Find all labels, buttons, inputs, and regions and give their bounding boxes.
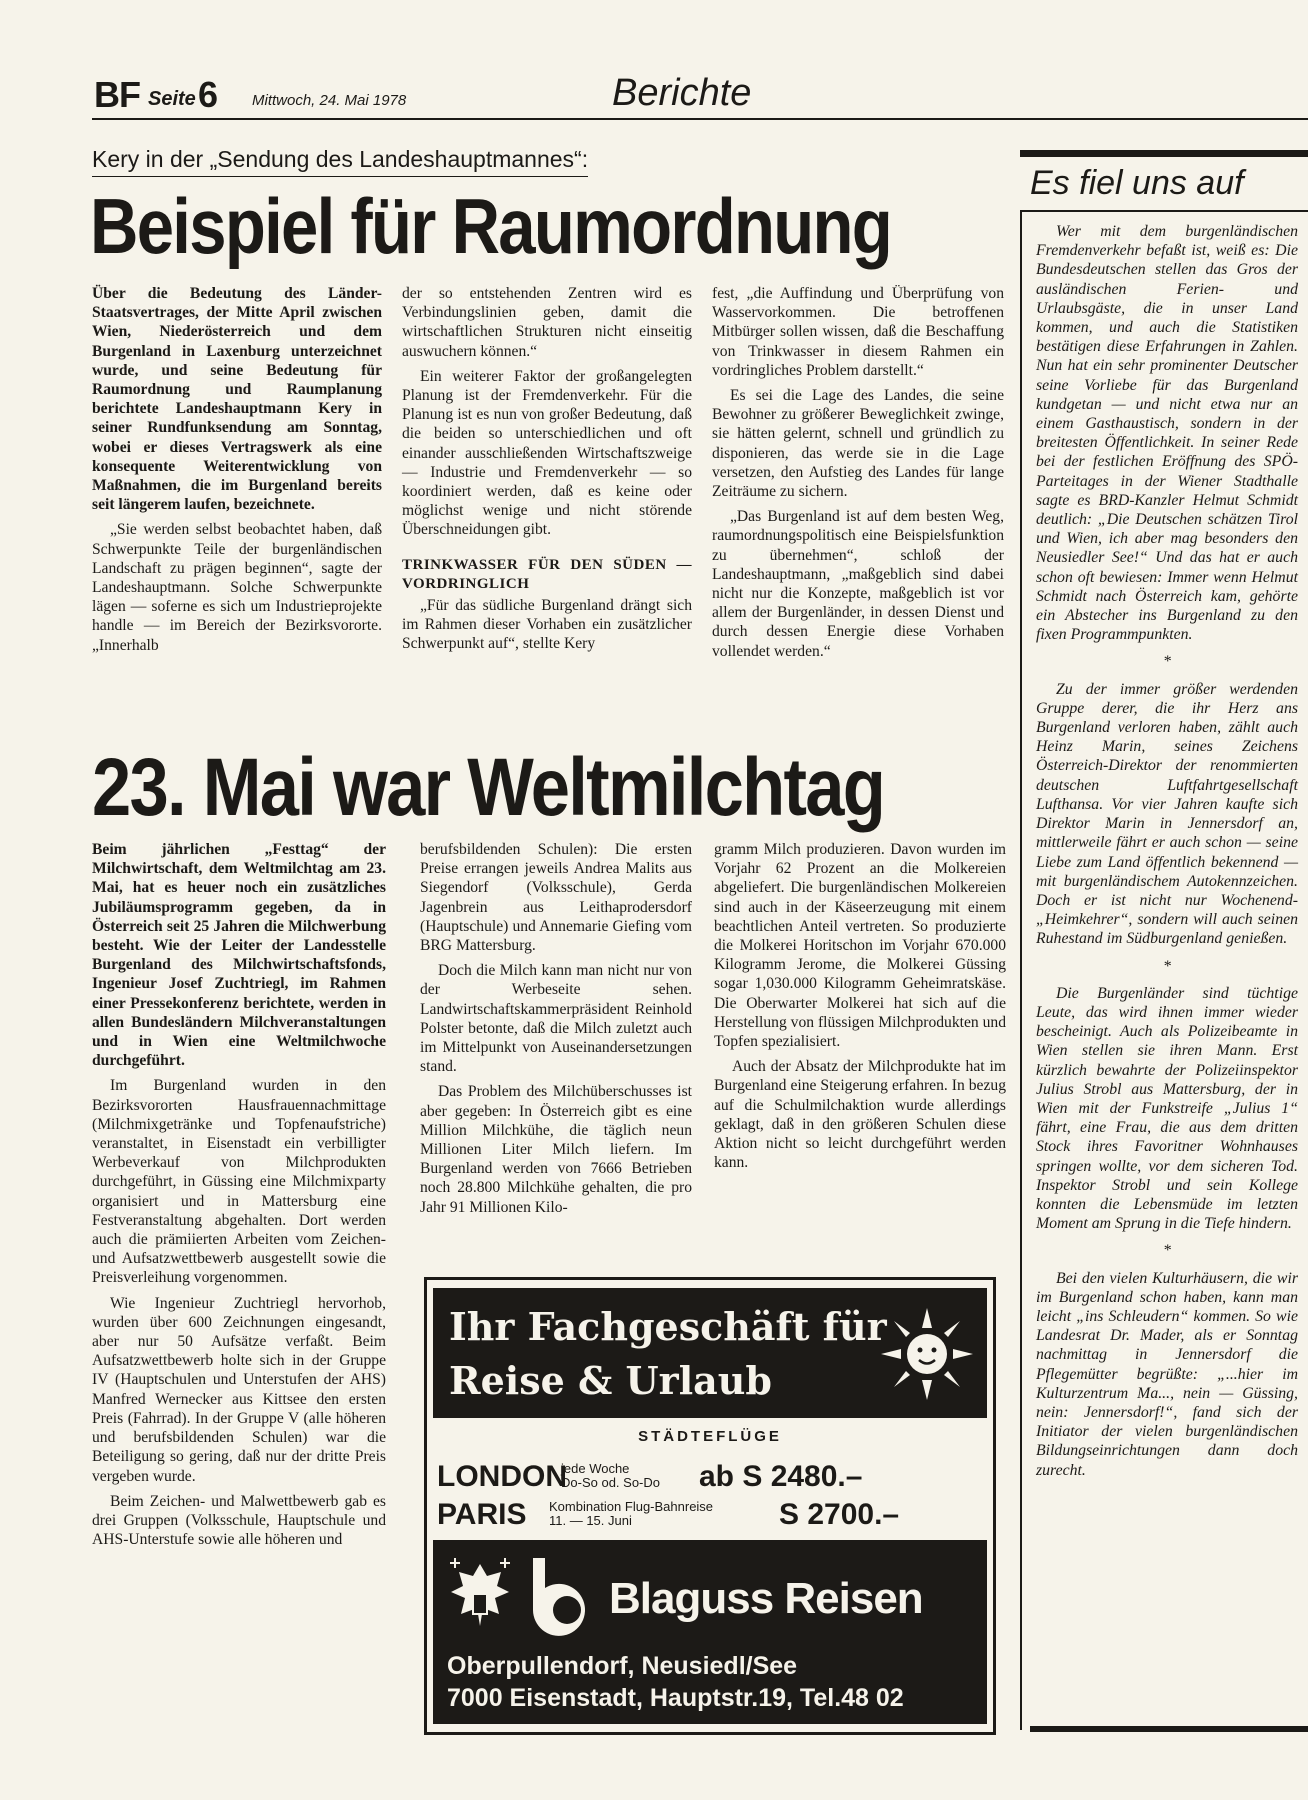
- ad-headline-line-1: Ihr Fachgeschäft für: [449, 1304, 887, 1349]
- article1-paragraph: Ein weiterer Faktor der großangelegten Planung ist der Fremdenverkehr. Für die Planung ist es nun von großer Bedeutung, daß die beiden so unterschiedlichen und oft einander ausschließenden Wirtschaftszweige — Industrie und Fremdenverkehr — so koordiniert werden, daß es keine oder möglichst wenige und nicht störende Überschneidungen gibt.: [402, 367, 692, 539]
- page-number: 6: [198, 74, 219, 115]
- article2-paragraph: gramm Milch produzieren. Davon wurden im Vorjahr 62 Prozent an die Molkereien abgeliefert. Die burgenländischen Molkereien sind auch in der Käseerzeugung mit einem beachtlichen Anteil vertreten. So produzierte die Molkerei Horitschon im Vorjahr 670.000 Kilogramm Jerome, die Molkerei Güssing sogar 1,030.000 Kilogramm Geheimratskäse. Die Oberwarter Molkerei hat sich auf die Herstellung von flüssigen Milchprodukten und Topfen spezialisiert.: [714, 841, 1006, 1051]
- ad-offer-paris: [437, 1498, 983, 1538]
- ad-offer-note: Kombination Flug-Bahnreise 11. — 15. Juni: [549, 1499, 714, 1528]
- article2-paragraph: Beim Zeichen- und Malwettbewerb gab es drei Gruppen (Volksschule, Hauptschule und AHS-Unterstufe sowie alle höheren und: [92, 1492, 386, 1549]
- article1-headline: Beispiel für Raumordnung: [90, 182, 891, 270]
- article2-paragraph: Auch der Absatz der Milchprodukte hat im Burgenland eine Steigerung erfahren. In bezug auf die Schulmilchaktion wurde allerdings geklagt, daß in den größeren Schulen diese Aktion nicht so leicht durchgeführt werden kann.: [714, 1058, 1006, 1172]
- article2-headline: 23. Mai war Weltmilchtag: [92, 742, 885, 833]
- article1-paragraph: „Das Burgenland ist auf dem besten Weg, raumordnungspolitisch eine Beispielsfunktion zu übernehmen“, schloß der Landeshauptmann, „maßgeblich sind dabei nicht nur die Konzepte, maßgeblich ist vor allem der Burgenländer, in dessen Dienst und durch dessen Energie diese Vorhaben vollendet werden.“: [712, 508, 1004, 660]
- article1-column-3: [712, 284, 1004, 667]
- sidebar-bottom-rule: [1030, 1726, 1308, 1732]
- sidebar-title: Es fiel uns auf: [1030, 164, 1244, 202]
- article2-paragraph: berufsbildenden Schulen): Die ersten Preise errangen jeweils Andrea Malits aus Siegendorf (Volksschule), Gerda Jagenbrein aus Leithaprodersdorf (Hauptschule) und Annemarie Giefing vom BRG Mattersburg.: [420, 841, 692, 955]
- article2-column-3: [714, 840, 1006, 1178]
- article2-lead: Beim jährlichen „Festtag“ der Milchwirtschaft, dem Weltmilchtag am 23. Mai, hat es heuer noch ein zusätzliches Jubiläumsprogramm gegeben, da in Österreich seit 25 Jahren die Milchwerbung besteht. Wie der Leiter der Landesstelle Burgenland des Milchwirtschaftsfonds, Ingenieur Josef Zuchtriegl, im Rahmen einer Pressekonferenz berichtete, werden in allen Bundesländern Milchveranstaltungen und in Wien eine Weltmilchwoche durchgeführt.: [92, 841, 386, 1070]
- section-title: Berichte: [612, 72, 752, 114]
- article1-column-1: [92, 284, 382, 661]
- article1-paragraph: Es sei die Lage des Landes, die seine Bewohner zu größerer Beweglichkeit zwinge, sie hätten gelernt, schnell und gründlich zu disponieren, das werde sie in die Lage versetzen, den Aufstieg des Landes für lange Zeiträume zu sichern.: [712, 387, 1004, 501]
- ad-offer-city: PARIS: [437, 1498, 527, 1531]
- article2-paragraph: Das Problem des Milchüberschusses ist aber gegeben: In Österreich gibt es eine Million Milchkühe, die täglich neun Millionen Liter Milch liefern. Im Burgenland werden von 7666 Betrieben noch 28.800 Milchkühe gehalten, die pro Jahr 91 Millionen Kilo-: [420, 1083, 692, 1216]
- ad-headline-line-2: Reise & Urlaub: [449, 1358, 772, 1403]
- page-label: Seite: [148, 88, 196, 110]
- article2-column-1: [92, 840, 386, 1555]
- sidebar-paragraph: Wer mit dem burgenländischen Fremdenverkehr befaßt ist, weiß es: Die Bundesdeutschen stellen das Gros der ausländischen Ferien- und Urlaubsgäste, die in unser Land kommen, und auch die Statistiken bestätigen diese Erfahrungen in Zahlen. Nun hat ein sehr prominenter Deutscher seine Vorliebe für das Burgenland kundgetan — und nicht etwa nur an einem Gasthaustisch, sondern in der breitesten Öffentlichkeit. In seiner Rede bei der festlichen Eröffnung des SPÖ-Parteitages in der Wiener Stadthalle sagte es BRD-Kanzler Helmut Schmidt deutlich: „Die Deutschen schätzen Tirol und Wien, ich aber mag besonders den Neusiedler See!“ Und das hat er auch schon oft bewiesen: Immer wenn Helmut Schmidt nach Österreich kam, gehörte ein Abstecher ins Burgenland zu den fixen Programmpunkten.: [1036, 223, 1298, 644]
- article2-column-2: [420, 840, 692, 1223]
- article1-subhead: TRINKWASSER FÜR DEN SÜDEN — VORDRINGLICH: [402, 556, 692, 592]
- article1-kicker: Kery in der „Sendung des Landeshauptmannes“:: [92, 146, 588, 177]
- article1-paragraph: der so entstehenden Zentren wird es Verbindungslinien geben, damit die wirtschaftlichen Strukturen nicht einseitig auswuchern können.“: [402, 285, 692, 360]
- issue-date: Mittwoch, 24. Mai 1978: [252, 92, 407, 109]
- sidebar-separator: *: [1163, 1242, 1171, 1260]
- ad-offer-price: ab S 2480.–: [699, 1460, 863, 1493]
- sidebar-separator: *: [1163, 653, 1171, 671]
- ad-offer-note: jede Woche Do-So od. So-Do: [561, 1461, 660, 1490]
- coat-of-arms-icon: [443, 1554, 517, 1640]
- sidebar-top-rule: [1020, 150, 1308, 157]
- masthead-logo: BF: [94, 74, 140, 115]
- ad-offer-price: S 2700.–: [779, 1498, 900, 1531]
- sidebar-separator: *: [1163, 957, 1171, 975]
- sidebar-paragraph: Bei den vielen Kulturhäusern, die wir im Burgenland schon haben, kann man leicht „ins Schleudern“ kommen. So wie Landesrat Dr. Mader, als er Sonntag nachmittag in Jennersdorf die Pflegemütter begrüßte: „...hier im Kulturzentrum Ma..., nein — Güssing, nein: Jennersdorf!“, fand sich der Initiator der vielen burgenländischen Bildungseinrichtungen dann doch zurecht.: [1036, 1269, 1298, 1479]
- sidebar-column: [1036, 222, 1298, 1486]
- article1-paragraph: fest, „die Auffindung und Überprüfung von Wasservorkommen. Die betroffenen Mitbürger sollen wissen, daß die Beschaffung von Trinkwasser in diesem Rahmen ein vordringliches Problem darstellt.“: [712, 285, 1004, 379]
- masthead-rule: [92, 118, 1308, 120]
- ad-brand-name: Blaguss Reisen: [609, 1574, 923, 1623]
- ad-subheading: STÄDTEFLÜGE: [638, 1428, 782, 1445]
- ad-offer-london: [437, 1460, 983, 1500]
- ad-address-line-1: Oberpullendorf, Neusiedl/See: [447, 1652, 798, 1680]
- article1-lead: Über die Bedeutung des Länder-Staatsvertrages, der Mitte April zwischen Wien, Niederösterreich und dem Burgenland in Laxenburg unterzeichnet wurde, und seine Bedeutung für Raumordnung und Raumplanung berichtete Landeshauptmann Kery in seiner Rundfunksendung am Sonntag, wobei er dieses Vertragswerk als eine konsequente Weiterentwicklung von Maßnahmen, die im Burgenland bereits seit längerem laufen, bezeichnete.: [92, 285, 382, 514]
- ad-offer-city: LONDON: [437, 1460, 567, 1493]
- article1-column-2: [402, 284, 692, 659]
- travel-advertisement: [424, 1277, 996, 1735]
- ad-banner: [433, 1288, 987, 1418]
- article1-paragraph: „Für das südliche Burgenland drängt sich im Rahmen dieser Vorhaben ein zusätzlicher Schwerpunkt auf“, stellte Kery: [402, 596, 692, 653]
- blaguss-logo-icon: [525, 1554, 601, 1640]
- sidebar-paragraph: Die Burgenländer sind tüchtige Leute, das wird ihnen immer wieder bescheinigt. Auch als Polizeibeamte in Wien stellen sie ihren Mann. Erst kürzlich bewahrte der Polizeiinspektor Julius Strobl aus Mattersburg, der in Wien mit der Funkstreife „Julius 1“ fährt, eine Frau, die aus dem dritten Stock ihres Favoritner Wohnhauses springen wollte, vor dem sicheren Tod. Inspektor Strobl und sein Kollege konnten die Lebensmüde im letzten Moment am Sprung in die Tiefe hindern.: [1036, 984, 1298, 1233]
- sidebar-paragraph: Zu der immer größer werdenden Gruppe derer, die ihr Herz ans Burgenland verloren haben, zählt auch Heinz Marin, seines Zeichens Österreich-Direktor der renommierten deutschen Luftfahrtgesellschaft Lufthansa. Vor vier Jahren kaufte sich Direktor Marin in Jennersdorf an, mittlerweile fährt er auch schon — seine Liebe zum Land öffentlich bekennend — mit burgenländischem Autokennzeichen. Doch er ist nicht nur Wochenend-„Heimkehrer“, sondern will auch seinen Ruhestand im Südburgenland genießen.: [1036, 680, 1298, 948]
- article2-paragraph: Im Burgenland wurden in den Bezirksvororten Hausfrauennachmittage (Milchmixgetränke und Topfenaufstriche) veranstaltet, in Eisenstadt ein verbilligter Werbeverkauf von Milchprodukten durchgeführt, in Güssing eine Milchmixparty organisiert und in Mattersburg eine Festveranstaltung abgehalten. Dort werden auch die prämiierten Arbeiten vom Zeichen- und Aufsatzwettbewerb ausgestellt sowie die Preisverleihung vorgenommen.: [92, 1077, 386, 1287]
- article1-paragraph: „Sie werden selbst beobachtet haben, daß Schwerpunkte Teile der burgenländischen Landschaft zu prägen beginnen“, sagte der Landeshauptmann. Solche Schwerpunkte lägen — soferne es sich um Industrieprojekte handle — im Bereich der Bezirksvororte. „Innerhalb: [92, 521, 382, 654]
- article2-paragraph: Wie Ingenieur Zuchtriegl hervorhob, wurden über 600 Zeichnungen eingesandt, aber nur 50 Aufsätze verfaßt. Beim Aufsatzwettbewerb holte sich in der Gruppe IV (Hauptschulen und Unterstufen der AHS) Manfred Wernecker aus Kittsee den ersten Preis (Fahrrad). In der Gruppe V (alle höheren und berufsbildenden Schulen) war die Beteiligung so gering, daß nur der dritte Preis vergeben wurde.: [92, 1294, 386, 1485]
- ad-address-line-2: 7000 Eisenstadt, Hauptstr.19, Tel.48 02: [447, 1684, 904, 1712]
- ad-brand-block: [433, 1540, 987, 1724]
- article2-paragraph: Doch die Milch kann man nicht nur von der Werbeseite sehen. Landwirtschaftskammerpräsident Reinhold Polster betonte, daß die Milch zuletzt auch im Mittelpunkt von Auseinandersetzungen stand.: [420, 962, 692, 1076]
- sun-icon: [877, 1304, 977, 1404]
